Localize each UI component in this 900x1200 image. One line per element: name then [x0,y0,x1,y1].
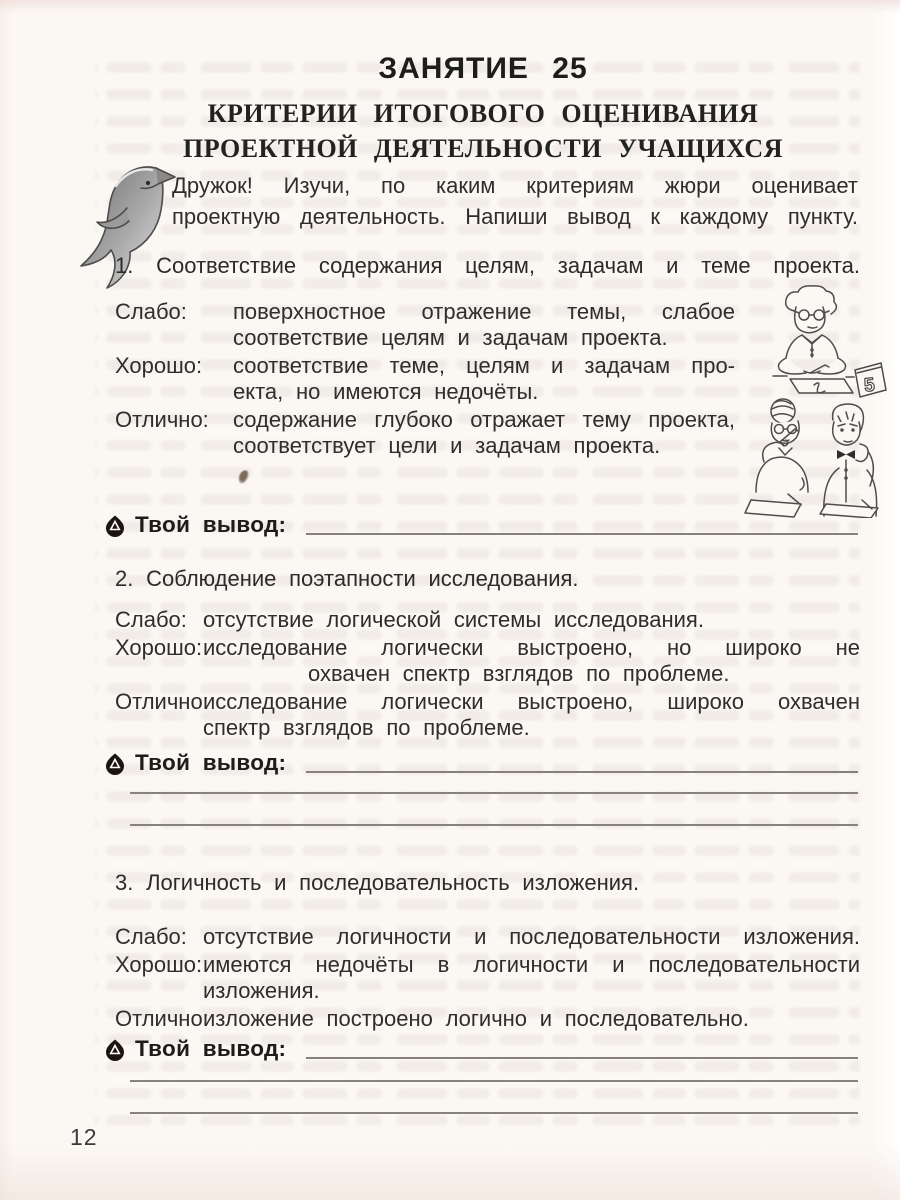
criterion-row: Хорошо: соответствие теме, целям и задачам про- екта, но имеются недочёты. [115,353,735,404]
lesson-title: ЗАНЯТИЕ 25 [378,52,588,85]
criterion-label: Хорошо: [115,353,203,378]
drop-icon [104,514,126,537]
criterion-row: Хорошо: имеются недочёты в логичности и последовательности изложения. [115,952,860,1003]
drop-icon [104,752,126,775]
conclusion-row-3 [104,1034,858,1062]
answer-line[interactable] [306,1041,858,1059]
section-3 [115,870,860,1034]
page-subtitle [66,96,900,166]
answer-line[interactable] [130,792,858,794]
jury-member-illustration [740,284,890,402]
section-2-number: 2. [115,566,134,591]
section-3-number: 3. [115,870,134,895]
criterion-label: Отлично: [115,1006,209,1031]
intro-line-2: проектную деятельность. Напиши вывод к каждому пункту. [172,204,858,229]
section-2-criteria [115,607,860,741]
conclusion-row-1 [104,510,858,538]
criterion-label: Хорошо: [115,952,203,977]
section-3-criteria [115,924,860,1032]
criterion-label: Слабо: [115,924,187,949]
conclusion-label: Твой вывод: [135,750,287,775]
criterion-label: Хорошо: [115,635,203,660]
page-number: 12 [70,1124,98,1150]
conclusion-label: Твой вывод: [135,512,287,537]
section-1-criteria [115,299,735,459]
section-1-heading: 1. Соответствие содержания целям, задачам и теме проекта. [115,253,861,278]
criterion-row: Отлично: изложение построено логично и последовательно. [115,1006,749,1031]
jury-pair-illustration [742,394,892,518]
criterion-label: Отлично: [115,407,209,432]
subtitle-line-2: ПРОЕКТНОЙ ДЕЯТЕЛЬНОСТИ УЧАЩИХСЯ [183,134,783,163]
criterion-row: Отлично: исследование логически выстроено, широко охвачен спектр взглядов по проблеме. [115,689,860,740]
conclusion-label: Твой вывод: [135,1036,287,1061]
section-2 [115,566,860,743]
section-2-heading: 2. Соблюдение поэтапности исследования. [115,566,579,591]
criterion-row: Отлично: содержание глубоко отражает тему проекта, соответствует цели и задачам проекта. [115,407,735,458]
answer-line[interactable] [130,1080,858,1082]
answer-line[interactable] [306,517,858,535]
scan-smudge [237,469,250,485]
subtitle-line-1: КРИТЕРИИ ИТОГОВОГО ОЦЕНИВАНИЯ [207,99,759,128]
conclusion-row-2 [104,748,858,776]
section-3-heading: 3. Логичность и последовательность изложения. [115,870,640,895]
section-1-number: 1. [115,253,134,278]
score-card-value: 5 [863,374,876,397]
criterion-row: Хорошо: исследование логически выстроено, но широко не охвачен спектр взглядов по проблеме. [115,635,860,686]
answer-line[interactable] [306,755,858,773]
criterion-row: Слабо: отсутствие логической системы исследования. [115,607,704,632]
criterion-row: Слабо: отсутствие логичности и последовательности изложения. [115,924,860,949]
criterion-row: Слабо: поверхностное отражение темы, слабое соответствие целям и задачам проекта. [115,299,735,350]
drop-icon [104,1038,126,1061]
criterion-label: Отлично: [115,689,209,714]
intro-line-1: Дружок! Изучи, по каким критериям жюри оценивает [172,173,858,198]
criterion-label: Слабо: [115,299,187,324]
answer-line[interactable] [130,824,858,826]
criterion-label: Слабо: [115,607,187,632]
answer-line[interactable] [130,1112,858,1114]
intro-text [172,170,858,232]
